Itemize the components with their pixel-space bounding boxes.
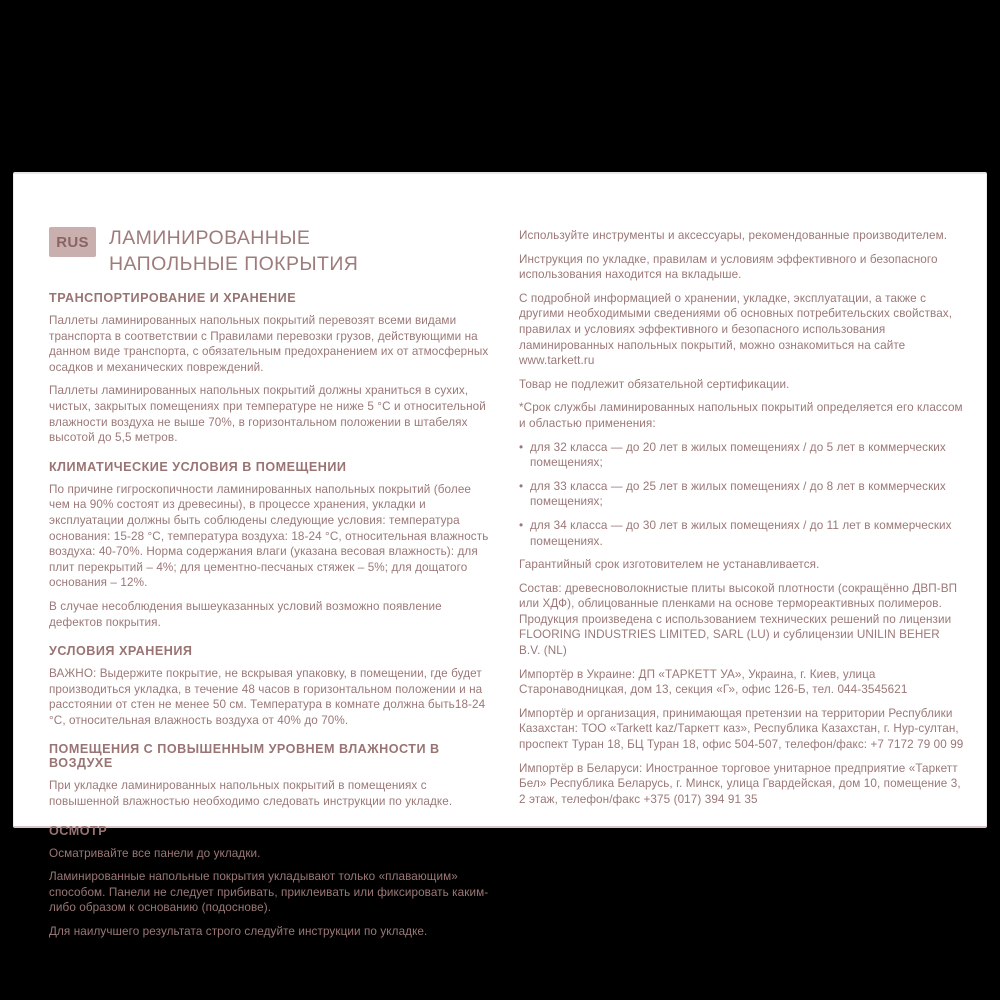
paragraph: При укладке ламинированных напольных покрытий в помещениях с повышенной влажностью необходимо следовать инструкции по укладке. bbox=[49, 779, 453, 809]
section-climate-conditions bbox=[49, 460, 494, 630]
bullet-item-class-32: • для 32 класса — до 20 лет в жилых помещениях / до 5 лет в коммерческих помещениях; bbox=[519, 440, 964, 471]
left-column bbox=[49, 225, 494, 948]
section-high-humidity-rooms bbox=[49, 742, 494, 809]
document-header bbox=[49, 225, 494, 277]
paragraph-importer-ukraine: Импортёр в Украине: ДП «ТАРКЕТТ УА», Украина, г. Киев, улица Старонаводницкая, дом 13, секция «Г», офис 126-Б, тел. 044-3545621 bbox=[519, 667, 908, 697]
section-transport-storage bbox=[49, 291, 494, 446]
paragraph: Ламинированные напольные покрытия укладывают только «плавающим» способом. Панели не следует прибивать, приклеивать или фиксировать каким-либо образом к основанию (подоснове). bbox=[49, 870, 489, 915]
paragraph-composition: Состав: древесноволокнистые плиты высокой плотности (сокращённо ДВП-ВП или ХДФ), облицованные пленками на основе термореактивных полимеров. Продукция произведена с использованием технических решений по лицензии FLOORING INDUSTRIES LIMITED, SARL (LU) и сублицензии UNILIN BEHER B.V. (NL) bbox=[519, 581, 958, 658]
document-card bbox=[13, 172, 987, 939]
paragraph: По причине гигроскопичности ламинированных напольных покрытий (более чем на 90% состоят из древесины), в процессе хранения, укладки и эксплуатации должны быть соблюдены следующие условия: температура основания: 15-28 °С, температура воздуха: 18-24 °С, относительная влажность воздуха: 40-70%. Норма содержания влаги (указана весовая влажность): для плит перекрытий – 4%; для цементно-песчаных стяжек – 5%; для дощатого основания – 12%. bbox=[49, 482, 489, 590]
paragraph-warranty: Гарантийный срок изготовителем не устанавливается. bbox=[519, 558, 820, 572]
section-heading: ПОМЕЩЕНИЯ С ПОВЫШЕННЫМ УРОВНЕМ ВЛАЖНОСТИ В ВОЗДУХЕ bbox=[49, 742, 440, 771]
section-heading: КЛИМАТИЧЕСКИЕ УСЛОВИЯ В ПОМЕЩЕНИИ bbox=[49, 459, 347, 474]
paragraph: Инструкция по укладке, правилам и условиям эффективного и безопасного использования находится на вкладыше. bbox=[519, 252, 938, 282]
paragraph: ВАЖНО: Выдержите покрытие, не вскрывая упаковку, в помещении, где будет производиться укладка, в течение 48 часов в горизонтальном положении и на расстоянии от стен не менее 50 см. Температура в комнате должна быть18-24 °С, относительная влажность воздуха от 40% до 70%. bbox=[49, 667, 486, 727]
paragraph: Товар не подлежит обязательной сертификации. bbox=[519, 377, 790, 391]
paragraph: В случае несоблюдения вышеуказанных условий возможно появление дефектов покрытия. bbox=[49, 599, 442, 629]
language-badge: RUS bbox=[49, 227, 96, 257]
paragraph-importer-belarus: Импортёр в Беларуси: Иностранное торговое унитарное предприятие «Таркетт Бел» Республика Беларусь, г. Минск, улица Гвардейская, дом 10, помещение 3, 2 этаж, телефон/факс +375 (017) 394 91 35 bbox=[519, 761, 961, 806]
document-title-line-1: ЛАМИНИРОВАННЫЕ bbox=[109, 227, 311, 249]
paragraph-service-life-note: *Срок службы ламинированных напольных покрытий определяется его классом и областью применения: bbox=[519, 401, 963, 430]
section-heading: ОСМОТР bbox=[49, 823, 108, 838]
paragraph: Используйте инструменты и аксессуары, рекомендованные производителем. bbox=[519, 229, 948, 242]
section-inspection bbox=[49, 824, 494, 940]
document-title bbox=[109, 225, 358, 277]
section-storage-conditions bbox=[49, 644, 494, 728]
bullet-item-class-33: • для 33 класса — до 25 лет в жилых помещениях / до 8 лет в коммерческих помещениях; bbox=[519, 479, 964, 510]
paragraph: С подробной информацией о хранении, укладке, эксплуатации, а также с другими необходимыми сведениями об основных потребительских свойствах, правилах и условиях эффективного и безопасного использования ламинированных напольных покрытий, можно ознакомиться на сайте www.tarkett.ru bbox=[519, 291, 953, 368]
paragraph: Паллеты ламинированных напольных покрытий должны храниться в сухих, чистых, закрытых помещениях при температуре не ниже 5 °С и относительной влажности воздуха не выше 70%, в горизонтальном положении в штабелях высотой до 5,5 метров. bbox=[49, 384, 486, 445]
paragraph: Осматривайте все панели до укладки. bbox=[49, 846, 261, 860]
bullet-item-class-34: • для 34 класса — до 30 лет в жилых помещениях / до 11 лет в коммерческих помещениях. bbox=[519, 518, 964, 549]
document-columns bbox=[49, 225, 964, 948]
paragraph: Паллеты ламинированных напольных покрытий перевозят всеми видами транспорта в соответствии с Правилами перевозки грузов, действующими на данном виде транспорта, с обязательным предохранением их от атмосферных осадков и механических повреждений. bbox=[49, 314, 489, 374]
paragraph-importer-kazakhstan: Импортёр и организация, принимающая претензии на территории Республики Казахстан: ТОО «Tarkett kaz/Таркетт каз», Республика Казахстан, г. Нур-султан, проспект Туран 18, БЦ Туран 18, офис 504-507, телефон/факс: +7 7172 79 00 99 bbox=[519, 706, 964, 752]
document-title-line-2: НАПОЛЬНЫЕ ПОКРЫТИЯ bbox=[109, 253, 359, 275]
right-column bbox=[519, 225, 964, 948]
section-heading: ТРАНСПОРТИРОВАНИЕ И ХРАНЕНИЕ bbox=[49, 291, 297, 305]
paragraph: Для наилучшего результата строго следуйте инструкции по укладке. bbox=[49, 925, 428, 939]
section-heading: УСЛОВИЯ ХРАНЕНИЯ bbox=[49, 644, 193, 659]
